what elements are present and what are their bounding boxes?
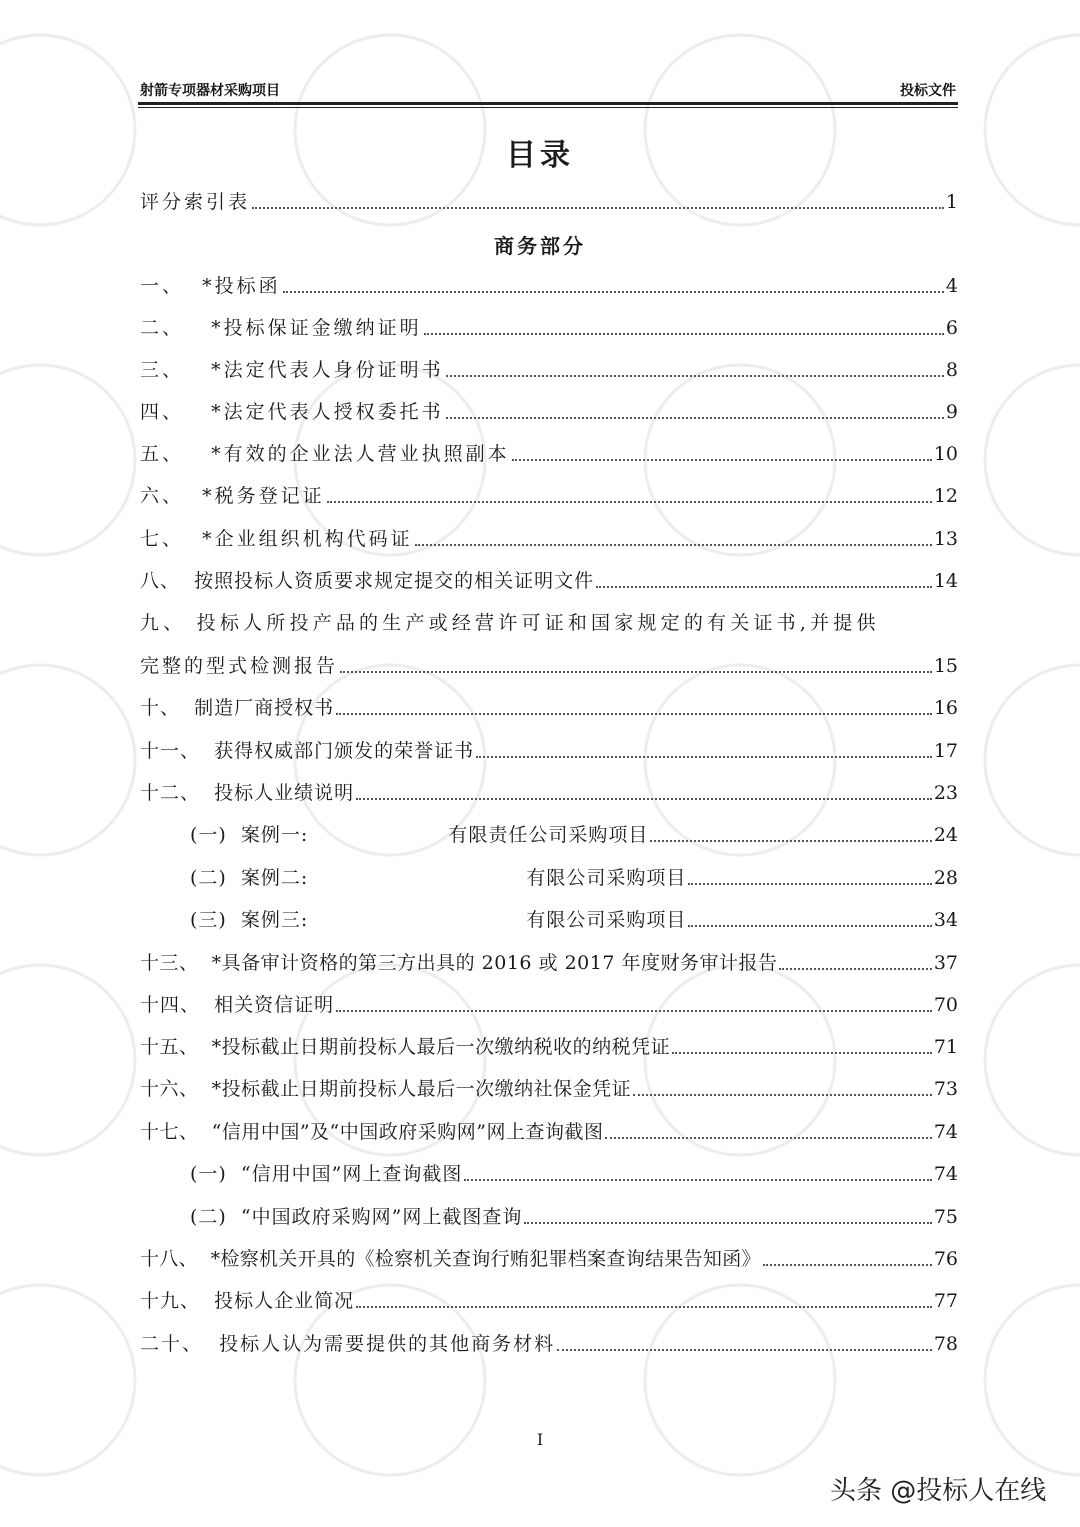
toc-leader bbox=[688, 925, 931, 927]
toc-page: 14 bbox=[933, 570, 958, 592]
toc-sub-entry[interactable] bbox=[140, 820, 958, 850]
toc-entry-nine-line1[interactable]: 九、 投标人所投产品的生产或经营许可证和国家规定的有关证书,并提供 bbox=[140, 612, 880, 634]
toc-page: 73 bbox=[933, 1078, 958, 1100]
toc-num: 二十、 bbox=[140, 1333, 204, 1355]
toc-entry-index[interactable] bbox=[140, 187, 958, 217]
toc-case-project: 有限责任公司采购项目 bbox=[448, 824, 649, 846]
toc-entry[interactable] bbox=[140, 439, 958, 469]
toc-page: 16 bbox=[933, 697, 958, 719]
toc-page: 8 bbox=[945, 359, 958, 381]
toc-label: 相关资信证明 bbox=[214, 994, 335, 1016]
toc-num: 一、 bbox=[140, 275, 185, 297]
toc-entry[interactable] bbox=[140, 566, 958, 596]
toc-leader bbox=[446, 375, 944, 377]
toc-num: 十二、 bbox=[140, 782, 201, 804]
toc-leader bbox=[446, 417, 944, 419]
toc-entry[interactable] bbox=[140, 524, 958, 554]
toc-num: 十五、 bbox=[140, 1036, 199, 1058]
header-doc-type: 投标文件 bbox=[900, 83, 956, 99]
toc-num: 十、 bbox=[140, 697, 181, 719]
toc-entry[interactable] bbox=[140, 271, 958, 301]
toc-label: 投标人业绩说明 bbox=[214, 782, 355, 804]
toc-sub-entry[interactable] bbox=[140, 1159, 958, 1189]
toc-label: *具备审计资格的第三方出具的 2016 或 2017 年度财务审计报告 bbox=[211, 952, 778, 974]
toc-page: 4 bbox=[945, 275, 958, 297]
toc-entry[interactable] bbox=[140, 355, 958, 385]
header-rule-thin bbox=[138, 107, 958, 108]
toc-leader bbox=[512, 459, 932, 461]
toc-num: 十九、 bbox=[140, 1290, 201, 1312]
toc-leader bbox=[336, 1010, 932, 1012]
toc-page: 13 bbox=[933, 528, 958, 550]
toc-entry[interactable] bbox=[140, 1286, 958, 1316]
toc-num: 十四、 bbox=[140, 994, 201, 1016]
toc-num: (二) bbox=[190, 867, 227, 889]
toc-label: 制造厂商授权书 bbox=[194, 697, 335, 719]
toc-leader bbox=[252, 207, 944, 209]
toc-num: (三) bbox=[190, 909, 227, 931]
toc-page: 23 bbox=[933, 782, 958, 804]
toc-page: 1 bbox=[945, 191, 958, 213]
toc-num: 三、 bbox=[140, 359, 185, 381]
toc-entry[interactable] bbox=[140, 481, 958, 511]
toc-label: *投标函 bbox=[202, 275, 281, 297]
toc-case-project: 有限公司采购项目 bbox=[526, 909, 687, 931]
toc-leader bbox=[779, 968, 931, 970]
toc-label: *检察机关开具的《检察机关查询行贿犯罪档案查询结果告知函》 bbox=[210, 1248, 761, 1270]
toc-label: “信用中国”及“中国政府采购网”网上查询截图 bbox=[211, 1121, 604, 1143]
toc-leader bbox=[524, 1222, 931, 1224]
toc-entry[interactable] bbox=[140, 1032, 958, 1062]
toc-page: 15 bbox=[933, 655, 958, 677]
toc-num: 五、 bbox=[140, 443, 185, 465]
toc-label: 按照投标人资质要求规定提交的相关证明文件 bbox=[194, 570, 595, 592]
toc-entry[interactable] bbox=[140, 397, 958, 427]
toc-label: *企业组织机构代码证 bbox=[202, 528, 413, 550]
section-title: 商务部分 bbox=[494, 234, 586, 258]
toc-entry[interactable] bbox=[140, 736, 958, 766]
toc-page: 37 bbox=[933, 952, 958, 974]
toc-entry[interactable] bbox=[140, 1244, 958, 1274]
toc-num: 十八、 bbox=[140, 1248, 198, 1270]
toc-leader bbox=[356, 798, 932, 800]
toc-label: “中国政府采购网”网上截图查询 bbox=[240, 1206, 523, 1228]
toc-page: 74 bbox=[933, 1121, 958, 1143]
toc-leader bbox=[650, 840, 931, 842]
toc-page: 6 bbox=[945, 317, 958, 339]
footer-page-number: I bbox=[536, 1430, 544, 1449]
toc-page: 10 bbox=[933, 443, 958, 465]
toc-leader bbox=[688, 883, 931, 885]
toc-leader bbox=[605, 1137, 931, 1139]
toc-sub-entry[interactable] bbox=[140, 905, 958, 935]
toc-leader bbox=[763, 1264, 932, 1266]
toc-num: 八、 bbox=[140, 570, 181, 592]
toc-entry[interactable] bbox=[140, 778, 958, 808]
toc-leader bbox=[327, 501, 932, 503]
toc-label: 完整的型式检测报告 bbox=[140, 655, 339, 677]
toc-leader bbox=[336, 713, 932, 715]
header-project-name: 射箭专项器材采购项目 bbox=[140, 83, 280, 99]
toc-label: *投标保证金缴纳证明 bbox=[211, 317, 422, 339]
toc-label: 投标人认为需要提供的其他商务材料 bbox=[219, 1333, 556, 1355]
toc-leader bbox=[464, 1179, 931, 1181]
toc-page: 34 bbox=[933, 909, 958, 931]
toc-page: 71 bbox=[933, 1036, 958, 1058]
toc-num: 十六、 bbox=[140, 1078, 199, 1100]
toc-label: “信用中国”网上查询截图 bbox=[240, 1163, 463, 1185]
toc-page: 28 bbox=[933, 867, 958, 889]
toc-num: (一) bbox=[190, 1163, 227, 1185]
toc-num: 四、 bbox=[140, 401, 185, 423]
toc-page: 75 bbox=[933, 1206, 958, 1228]
toc-entry[interactable] bbox=[140, 1329, 958, 1359]
toc-leader bbox=[356, 1306, 932, 1308]
toc-label: *投标截止日期前投标人最后一次缴纳社保金凭证 bbox=[211, 1078, 632, 1100]
toc-entry[interactable] bbox=[140, 990, 958, 1020]
toc-page: 74 bbox=[933, 1163, 958, 1185]
toc-leader bbox=[672, 1052, 932, 1054]
toc-label: *法定代表人授权委托书 bbox=[211, 401, 444, 423]
page-title: 目录 bbox=[506, 138, 574, 173]
toc-label: *法定代表人身份证明书 bbox=[211, 359, 444, 381]
toc-num: 十七、 bbox=[140, 1121, 199, 1143]
toc-label: *税务登记证 bbox=[202, 485, 325, 507]
header-rule bbox=[138, 102, 958, 105]
toc-label: 投标人企业简况 bbox=[214, 1290, 355, 1312]
toc-sub-entry[interactable] bbox=[140, 1202, 958, 1232]
toc-label: 评分索引表 bbox=[140, 191, 251, 213]
toc-num: (一) bbox=[190, 824, 227, 846]
toc-num: 十一、 bbox=[140, 740, 201, 762]
toc-entry[interactable] bbox=[140, 948, 958, 978]
toc-label: 获得权威部门颁发的荣誉证书 bbox=[214, 740, 475, 762]
toc-entry[interactable] bbox=[140, 1074, 958, 1104]
toc-entry[interactable] bbox=[140, 693, 958, 723]
toc-leader bbox=[596, 586, 932, 588]
toc-page: 78 bbox=[933, 1333, 958, 1355]
toc-page: 24 bbox=[933, 824, 958, 846]
toc-label: 案例二: bbox=[240, 867, 309, 889]
toc-page: 17 bbox=[933, 740, 958, 762]
toc-num: 二、 bbox=[140, 317, 185, 339]
toc-leader bbox=[633, 1094, 932, 1096]
toc-leader bbox=[283, 291, 944, 293]
toc-case-project: 有限公司采购项目 bbox=[526, 867, 687, 889]
source-credit: 头条 @投标人在线 bbox=[830, 1476, 1047, 1506]
toc-label: 案例三: bbox=[240, 909, 309, 931]
toc-leader bbox=[340, 671, 932, 673]
toc-num: (二) bbox=[190, 1206, 227, 1228]
toc-label: *投标截止日期前投标人最后一次缴纳税收的纳税凭证 bbox=[211, 1036, 671, 1058]
toc-page: 76 bbox=[933, 1248, 958, 1270]
toc-leader bbox=[415, 544, 932, 546]
toc-sub-entry[interactable] bbox=[140, 863, 958, 893]
toc-entry-nine-line2[interactable] bbox=[140, 651, 958, 681]
toc-entry[interactable] bbox=[140, 1117, 958, 1147]
toc-page: 12 bbox=[933, 485, 958, 507]
toc-label: 案例一: bbox=[240, 824, 309, 846]
toc-page: 77 bbox=[933, 1290, 958, 1312]
toc-leader bbox=[557, 1349, 932, 1351]
toc-leader bbox=[476, 756, 932, 758]
toc-page: 70 bbox=[933, 994, 958, 1016]
toc-label: *有效的企业法人营业执照副本 bbox=[211, 443, 510, 465]
toc-num: 七、 bbox=[140, 528, 185, 550]
toc-num: 十三、 bbox=[140, 952, 199, 974]
toc-num: 六、 bbox=[140, 485, 185, 507]
toc-page: 9 bbox=[945, 401, 958, 423]
toc-leader bbox=[424, 333, 944, 335]
toc-entry[interactable] bbox=[140, 313, 958, 343]
